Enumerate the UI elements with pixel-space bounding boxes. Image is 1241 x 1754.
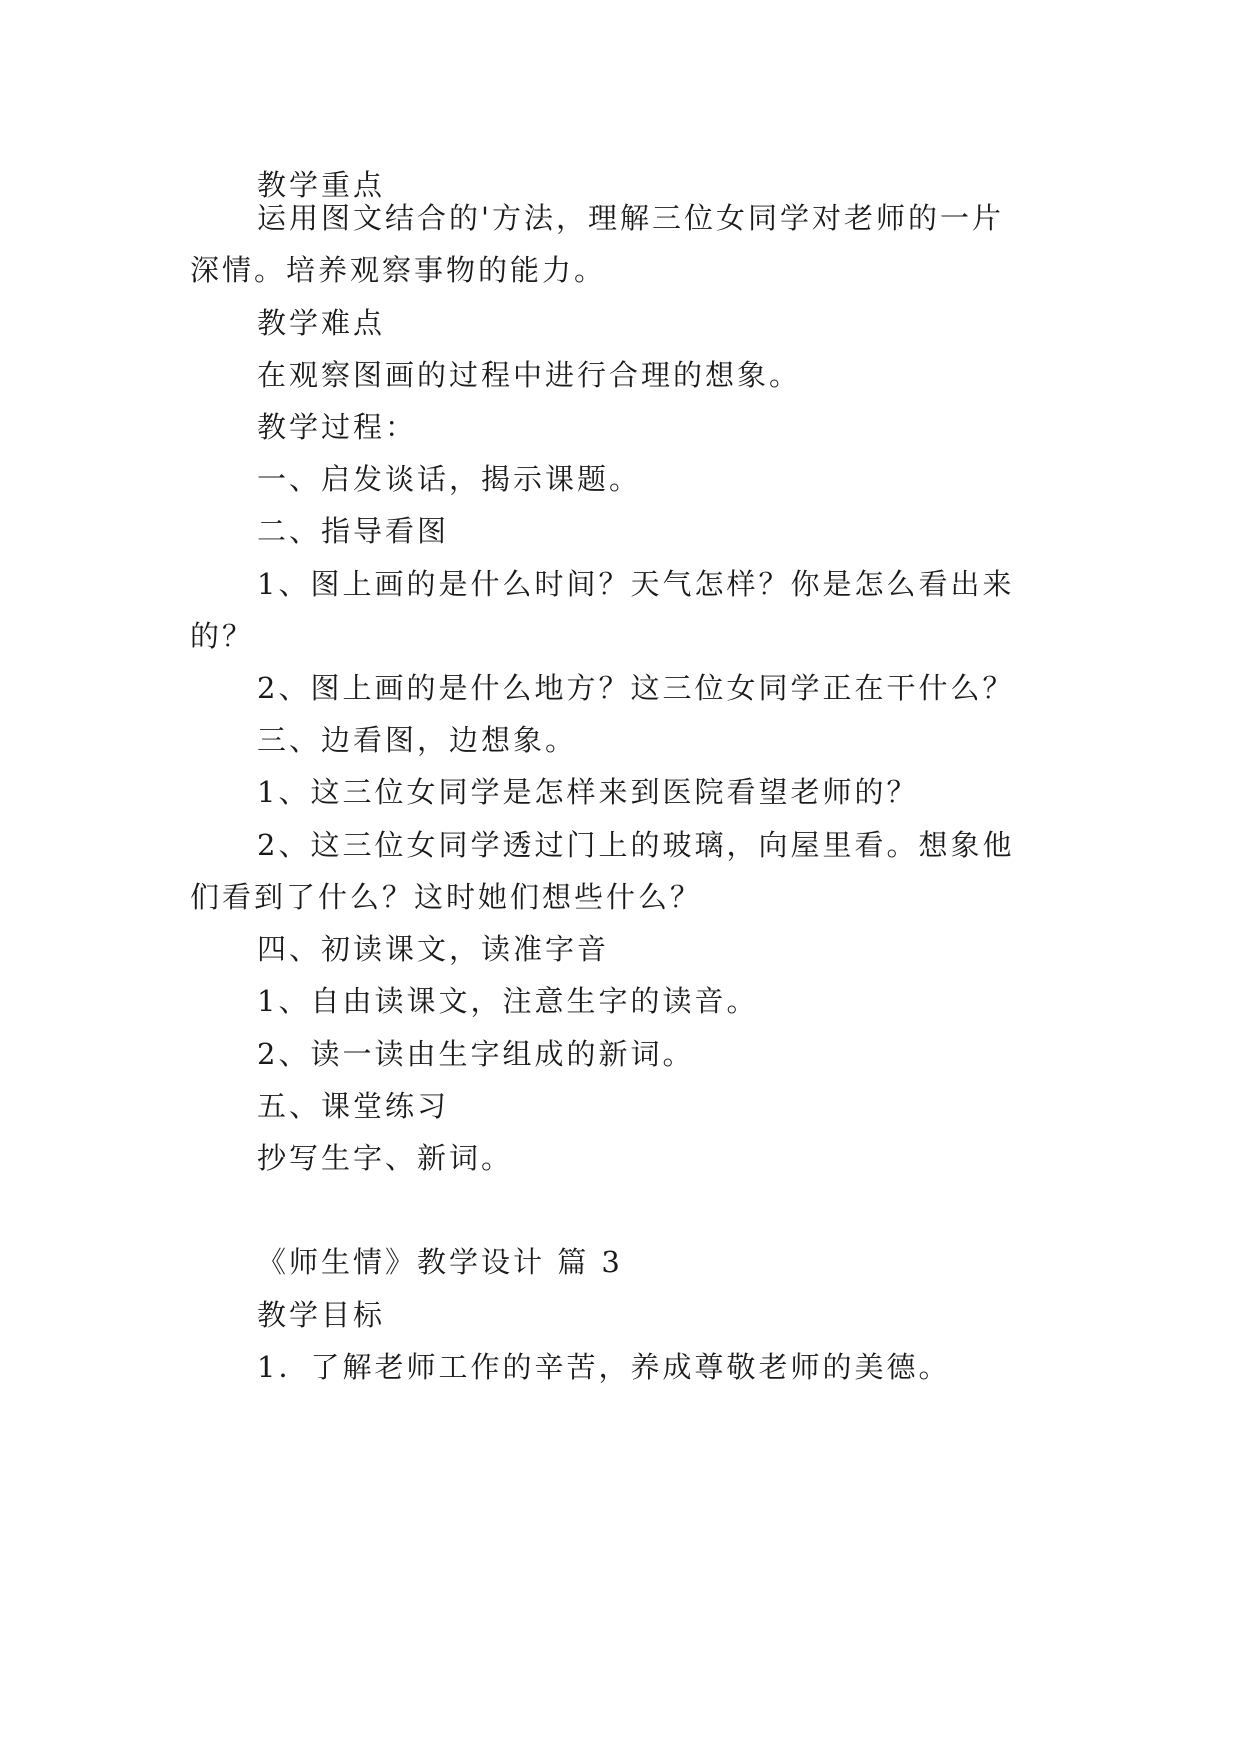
paragraph-line: 抄写生字、新词。 bbox=[257, 1141, 514, 1175]
paragraph-line: 五、课堂练习 bbox=[257, 1089, 450, 1123]
heading-teaching-process: 教学过程： bbox=[257, 410, 418, 444]
paragraph-line: 四、初读课文，读准字音 bbox=[257, 932, 610, 966]
paragraph-line: 在观察图画的过程中进行合理的想象。 bbox=[257, 358, 802, 392]
paragraph-line: 2、读一读由生字组成的新词。 bbox=[257, 1037, 695, 1071]
paragraph-line: 三、边看图，边想象。 bbox=[257, 723, 578, 757]
heading-teaching-goals: 教学目标 bbox=[257, 1298, 386, 1332]
paragraph-line: 2、图上画的是什么地方？这三位女同学正在干什么？ bbox=[257, 671, 1015, 705]
section-title: 《师生情》教学设计 篇 3 bbox=[257, 1245, 623, 1279]
paragraph-line: 一、启发谈话，揭示课题。 bbox=[257, 462, 642, 496]
paragraph-line: 运用图文结合的'方法，理解三位女同学对老师的一片 bbox=[257, 201, 1004, 235]
paragraph-line: 深情。培养观察事物的能力。 bbox=[190, 253, 607, 287]
paragraph-line: 1、自由读课文，注意生字的读音。 bbox=[257, 984, 759, 1018]
paragraph-line: 1、图上画的是什么时间？天气怎样？你是怎么看出来 bbox=[257, 567, 1015, 601]
heading-teaching-difficulty: 教学难点 bbox=[257, 306, 386, 340]
paragraph-line: 2、这三位女同学透过门上的玻璃，向屋里看。想象他 bbox=[257, 828, 1015, 862]
paragraph-line: 二、指导看图 bbox=[257, 514, 450, 548]
paragraph-line: 的？ bbox=[190, 619, 255, 653]
paragraph-line: 1、这三位女同学是怎样来到医院看望老师的？ bbox=[257, 775, 919, 809]
paragraph-line: 们看到了什么？这时她们想些什么？ bbox=[190, 880, 703, 914]
heading-teaching-focus: 教学重点 bbox=[257, 168, 386, 202]
paragraph-line: 1．了解老师工作的辛苦，养成尊敬老师的美德。 bbox=[257, 1350, 951, 1384]
